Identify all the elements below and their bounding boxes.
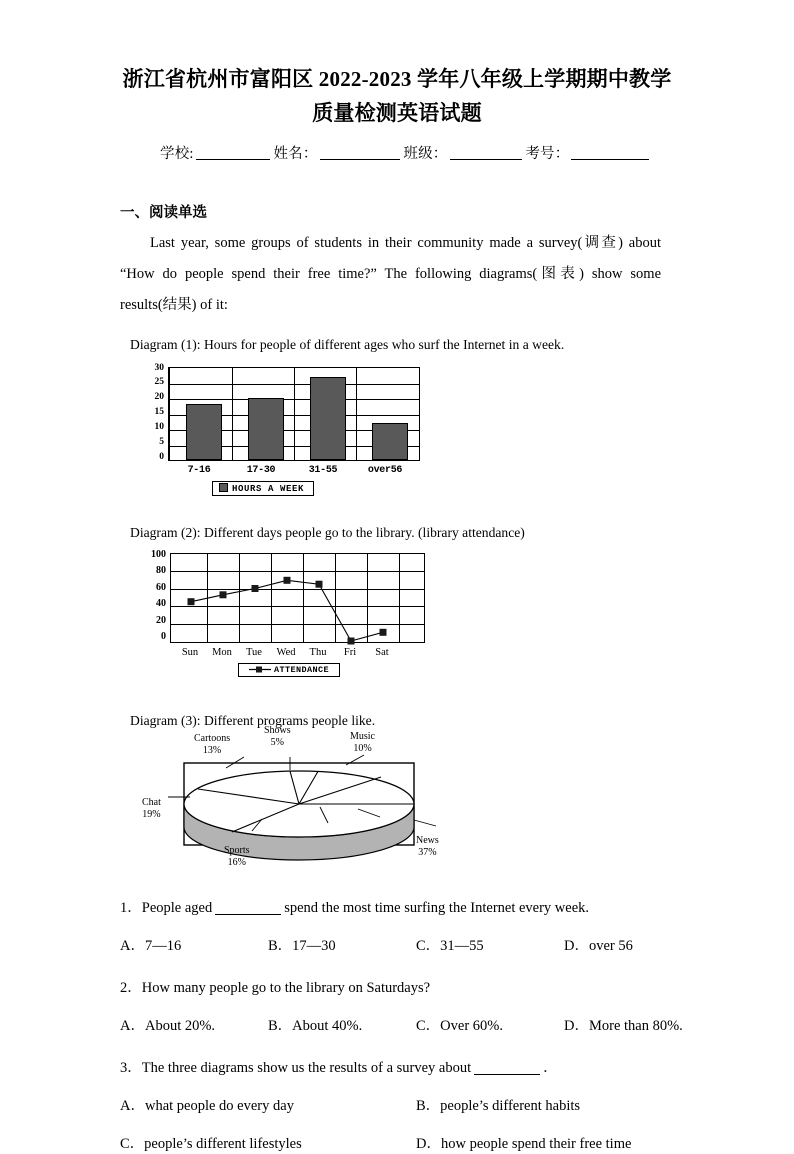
pie-label-sports	[224, 845, 250, 869]
bar-31-55	[310, 377, 346, 460]
line-xtick-sun: Sun	[181, 647, 199, 658]
question-3-options-row2	[0, 1134, 794, 1154]
school-label: 学校:	[160, 146, 194, 162]
legend-line-marker-icon	[249, 666, 271, 673]
name-blank[interactable]	[320, 159, 400, 160]
question-3-option-c[interactable]: C．people’s different lifestyles	[120, 1136, 302, 1152]
bar-vline-3	[356, 368, 357, 460]
class-blank[interactable]	[450, 159, 522, 160]
bar-xtick-3: over56	[367, 465, 403, 476]
pie-label-music	[350, 731, 375, 755]
line-legend-label: ATTENDANCE	[274, 665, 330, 675]
bar-plot-area	[168, 367, 420, 461]
diagram-2-caption: Diagram (2): Different days people go to the library. (library attendance)	[130, 525, 525, 540]
exam-number-label: 考号：	[525, 146, 570, 162]
line-ytick-0: 0	[161, 631, 166, 642]
pie-label-news-value: 37%	[418, 847, 437, 858]
question-2-options	[0, 1016, 794, 1036]
pie-label-shows-name: Shows	[264, 725, 291, 736]
bar-xtick-2: 31-55	[308, 465, 338, 476]
pie-label-cartoons	[194, 733, 230, 757]
pie-label-chat-name: Chat	[142, 797, 161, 808]
question-2-option-a[interactable]: A．About 20%.	[120, 1018, 216, 1034]
question-1-stem-before: 1．People aged	[120, 900, 213, 916]
pie-label-shows	[264, 725, 291, 749]
question-3-stem-before: 3．The three diagrams show us the results of a survey about	[120, 1060, 472, 1076]
diagram-1-wrapper	[0, 361, 794, 494]
bar-7-16	[186, 404, 222, 460]
line-xtick-mon: Mon	[212, 647, 232, 658]
line-xtick-sat: Sat	[375, 647, 389, 658]
reading-passage: Last year, some groups of students in their community made a survey(调查) about “How do people spend their free time?” The following diagrams(图表) show some results(结果) of it:	[120, 235, 661, 313]
bar-ytick-15: 15	[154, 407, 164, 417]
line-ytick-40: 40	[156, 598, 166, 610]
bar-vline-2	[294, 368, 295, 460]
question-2-option-d[interactable]: D．More than 80%.	[564, 1018, 683, 1034]
diagram-3-wrapper	[0, 725, 794, 872]
pie-label-sports-name: Sports	[224, 845, 250, 856]
line-ytick-20: 20	[156, 614, 166, 626]
question-1-option-d[interactable]: D．over 56	[564, 938, 633, 954]
bar-ytick-20: 20	[154, 392, 164, 402]
line-chart	[140, 549, 440, 679]
question-3-stem	[0, 1058, 794, 1078]
pie-label-chat	[142, 797, 161, 821]
question-1-option-a[interactable]: A．7—16	[120, 938, 182, 954]
bar-ytick-0: 0	[159, 452, 164, 462]
bar-xtick-1: 17-30	[246, 465, 276, 476]
pie-label-music-name: Music	[350, 731, 375, 742]
page-title-line2: 质量检测英语试题	[312, 101, 482, 125]
student-info-line	[0, 142, 794, 163]
bar-legend-label: HOURS A WEEK	[232, 484, 305, 494]
question-1-options	[0, 936, 794, 956]
class-label: 班级：	[403, 146, 448, 162]
diagram-2-wrapper	[0, 549, 794, 679]
diagram-1-caption: Diagram (1): Hours for people of different ages who surf the Internet in a week.	[130, 337, 565, 352]
pie-label-chat-value: 19%	[142, 809, 161, 820]
question-1-stem-after: spend the most time surfing the Internet every week.	[284, 900, 590, 916]
line-plot-area	[170, 553, 425, 643]
pie-label-news	[416, 835, 439, 859]
line-ytick-60: 60	[156, 581, 166, 593]
question-2-stem-text: 2．How many people go to the library on Saturdays?	[120, 980, 431, 996]
line-series-attendance	[171, 554, 426, 644]
pie-chart	[142, 725, 468, 872]
line-ytick-100: 100	[151, 549, 166, 560]
question-3-option-b[interactable]: B．people’s different habits	[416, 1098, 581, 1114]
question-3-blank[interactable]	[474, 1074, 540, 1075]
pie-label-news-name: News	[416, 835, 439, 846]
pie-label-shows-value: 5%	[270, 737, 285, 748]
pie-label-sports-value: 16%	[227, 857, 246, 868]
bar-ytick-5: 5	[159, 437, 164, 447]
pie-label-cartoons-name: Cartoons	[194, 733, 231, 744]
question-3-option-a[interactable]: A．what people do every day	[120, 1098, 294, 1114]
bar-vline-1	[232, 368, 233, 460]
bar-over56	[372, 423, 408, 460]
question-3-stem-after: ．	[543, 1060, 558, 1076]
section-heading: 一、阅读单选	[120, 205, 207, 221]
bar-chart	[140, 361, 430, 494]
pie-label-music-value: 10%	[353, 743, 372, 754]
question-1-stem	[0, 898, 794, 918]
question-2-stem	[0, 978, 794, 998]
school-blank[interactable]	[196, 159, 270, 160]
line-xtick-fri: Fri	[343, 647, 357, 658]
page-title-line1: 浙江省杭州市富阳区 2022-2023 学年八年级上学期期中教学	[122, 67, 672, 91]
question-3-option-d[interactable]: D．how people spend their free time	[416, 1136, 632, 1152]
question-1-option-c[interactable]: C．31—55	[416, 938, 484, 954]
diagram-3-caption: Diagram (3): Different programs people like.	[130, 713, 376, 728]
line-ytick-80: 80	[156, 565, 166, 577]
question-1-option-b[interactable]: B．17—30	[268, 938, 336, 954]
line-xtick-wed: Wed	[276, 647, 296, 658]
line-xtick-thu: Thu	[309, 647, 327, 658]
name-label: 姓名：	[273, 146, 318, 162]
bar-ytick-10: 10	[154, 422, 164, 432]
bar-ytick-25: 25	[154, 377, 164, 387]
line-chart-legend	[238, 663, 340, 677]
bar-ytick-30: 30	[154, 363, 164, 373]
bar-chart-legend	[212, 481, 314, 496]
pie-label-cartoons-value: 13%	[202, 745, 222, 756]
question-3-options-row1	[0, 1096, 794, 1116]
bar-xtick-0: 7-16	[187, 465, 211, 476]
question-2-option-b[interactable]: B．About 40%.	[268, 1018, 363, 1034]
bar-17-30	[248, 398, 284, 460]
exam-number-blank[interactable]	[571, 159, 649, 160]
line-xtick-tue: Tue	[246, 647, 262, 658]
legend-swatch-icon	[219, 483, 228, 492]
question-1-blank[interactable]	[215, 914, 281, 915]
question-2-option-c[interactable]: C．Over 60%.	[416, 1018, 503, 1034]
